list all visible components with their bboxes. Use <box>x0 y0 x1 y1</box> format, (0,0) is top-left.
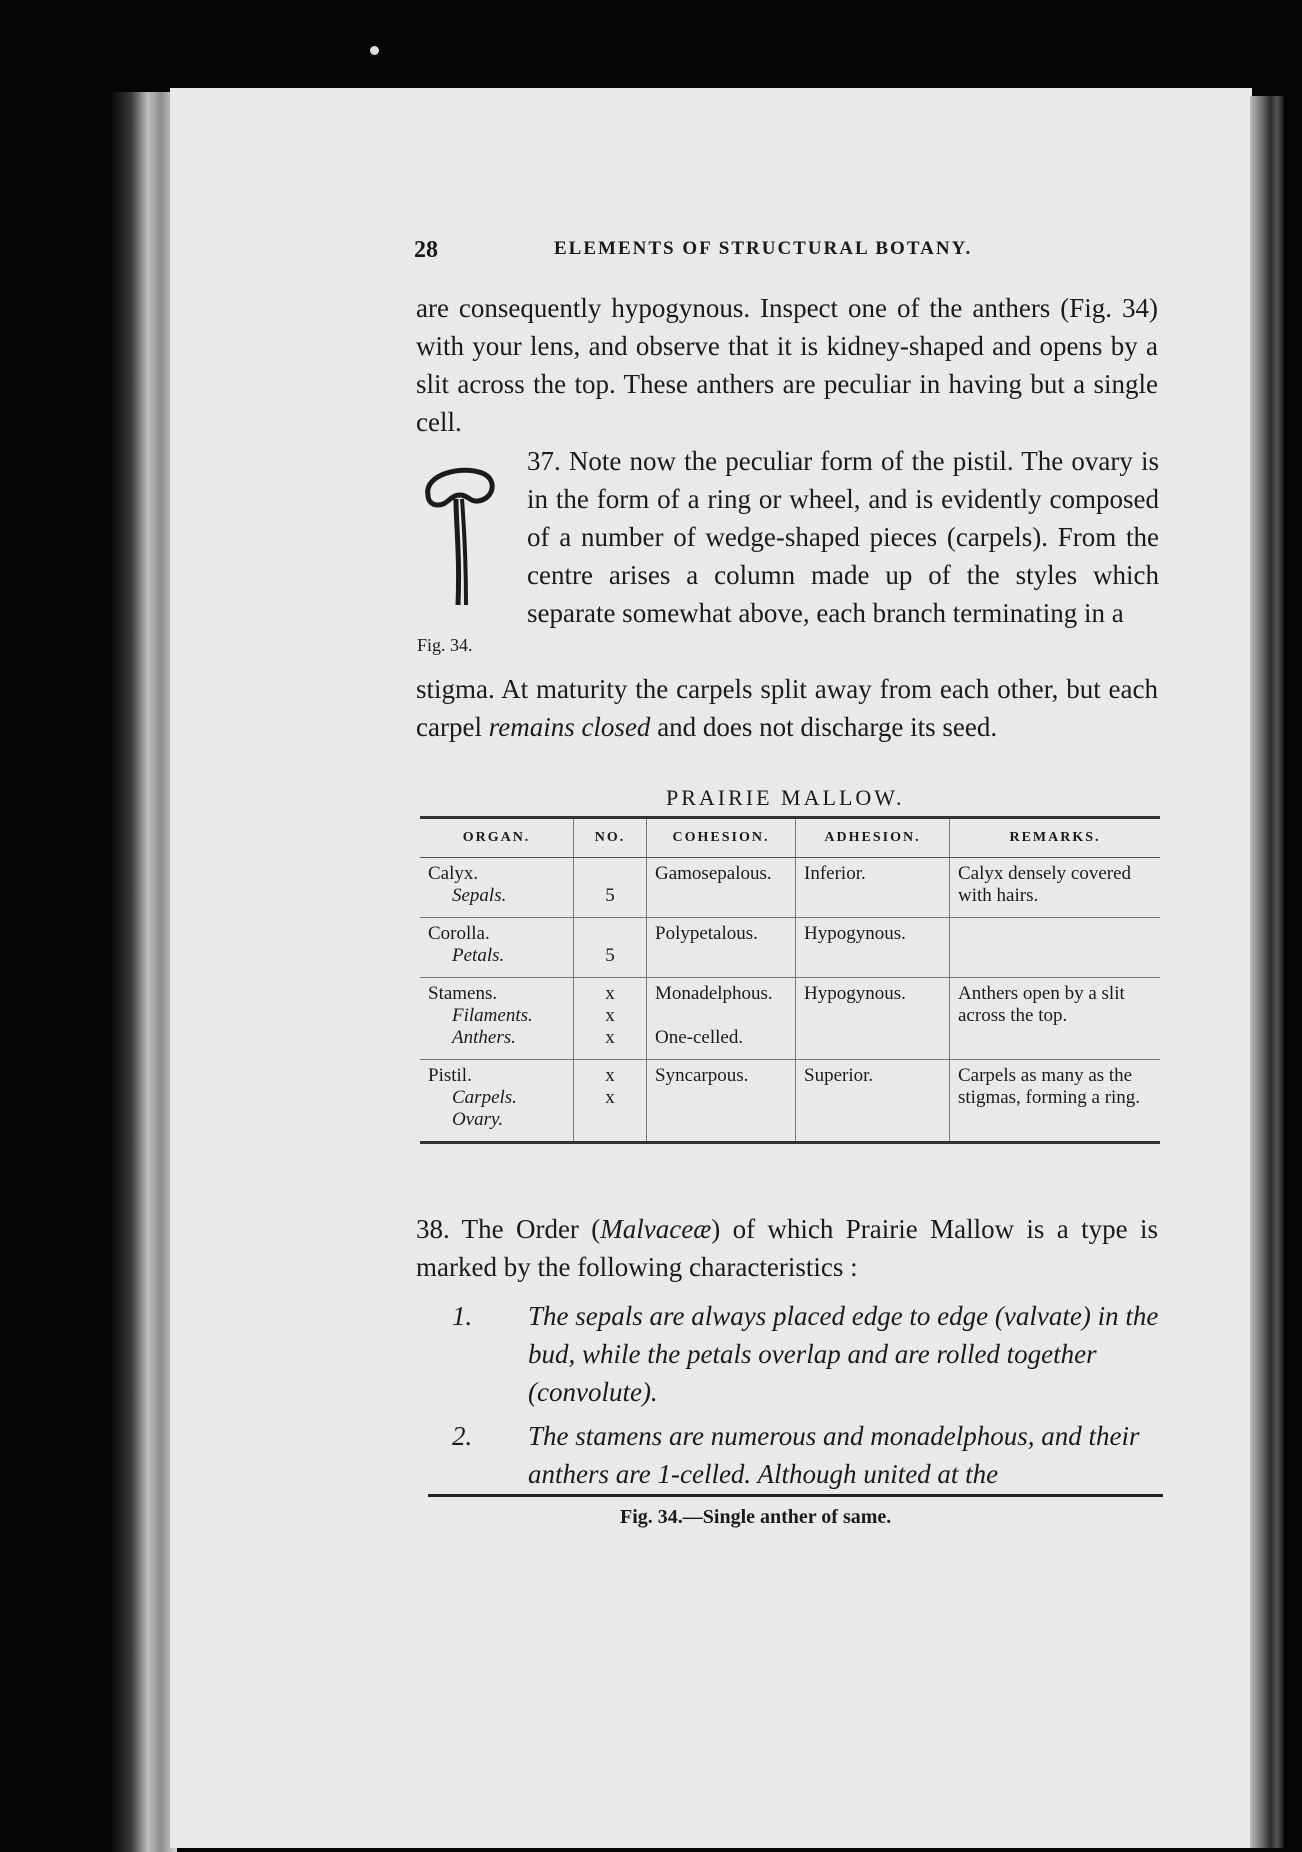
cohesion-cell: Polypetalous. <box>647 918 796 978</box>
running-title: ELEMENTS OF STRUCTURAL BOTANY. <box>554 238 973 259</box>
figure-caption: Fig. 34.—Single anther of same. <box>620 1506 892 1528</box>
anther-illustration <box>420 465 500 615</box>
adhesion-cell: Inferior. <box>796 858 950 918</box>
list-item: 2. The stamens are numerous and monadelphous, and their anthers are 1-celled. Although united at the <box>452 1421 1140 1489</box>
paragraph-37-end: stigma. At maturity the carpels split away from each other, but each carpel remains closed and does not discharge its seed. <box>416 674 1158 742</box>
number-cell: x x <box>574 1060 647 1143</box>
dust-speck <box>370 46 379 55</box>
cohesion-cell: Gamosepalous. <box>647 858 796 918</box>
number-cell: 5 <box>574 858 647 918</box>
organ-cell: Calyx. Sepals. <box>420 858 574 918</box>
organ-cell: Pistil. Carpels. Ovary. <box>420 1060 574 1143</box>
adhesion-cell: Superior. <box>796 1060 950 1143</box>
table-title: PRAIRIE MALLOW. <box>666 785 905 810</box>
organ-cell: Stamens. Filaments. Anthers. <box>420 978 574 1060</box>
header-remarks: REMARKS. <box>950 818 1161 858</box>
paragraph-36-end: are consequently hypogynous. Inspect one of the anthers (Fig. 34) with your lens, and observe that it is kidney-shaped and opens by a slit across the top. These anthers are peculiar in having but a single cell. <box>416 293 1158 437</box>
number-cell: x x x <box>574 978 647 1060</box>
header-no: NO. <box>574 818 647 858</box>
anther-figure <box>420 465 500 620</box>
cohesion-cell: Syncarpous. <box>647 1060 796 1143</box>
remarks-cell: Anthers open by a slit across the top. <box>950 978 1161 1060</box>
header-cohesion: COHESION. <box>647 818 796 858</box>
remarks-cell: Calyx densely covered with hairs. <box>950 858 1161 918</box>
characteristics-list <box>452 1297 1160 1499</box>
number-cell: 5 <box>574 918 647 978</box>
page-edge <box>1250 96 1284 1848</box>
paragraph-37: 37. Note now the peculiar form of the pistil. The ovary is in the form of a ring or wheel, and is evidently composed of a number of wedge-shaped pieces (carpels). From the centre arises a column made up of the styles which separate somewhat above, each branch terminating in a <box>527 446 1159 628</box>
table-row <box>420 1060 1160 1143</box>
remarks-cell: Carpels as many as the stigmas, forming a ring. <box>950 1060 1161 1143</box>
adhesion-cell: Hypogynous. <box>796 978 950 1060</box>
footnote-rule <box>428 1494 1163 1497</box>
prairie-mallow-table <box>420 816 1160 1144</box>
table-row <box>420 858 1160 918</box>
remarks-cell <box>950 918 1161 978</box>
list-item: 1. The sepals are always placed edge to edge (valvate) in the bud, while the petals overlap and are rolled together (convolute). <box>452 1301 1159 1407</box>
page-number: 28 <box>414 237 438 263</box>
cohesion-cell: Monadelphous. One-celled. <box>647 978 796 1060</box>
header-organ: ORGAN. <box>420 818 574 858</box>
organ-cell: Corolla. Petals. <box>420 918 574 978</box>
adhesion-cell: Hypogynous. <box>796 918 950 978</box>
table-row <box>420 918 1160 978</box>
paragraph-38: 38. The Order (Malvaceæ) of which Prairie Mallow is a type is marked by the following characteristics : <box>416 1214 1158 1282</box>
figure-label: Fig. 34. <box>417 635 473 655</box>
book-binding <box>112 92 177 1852</box>
table-row <box>420 978 1160 1060</box>
header-adhesion: ADHESION. <box>796 818 950 858</box>
